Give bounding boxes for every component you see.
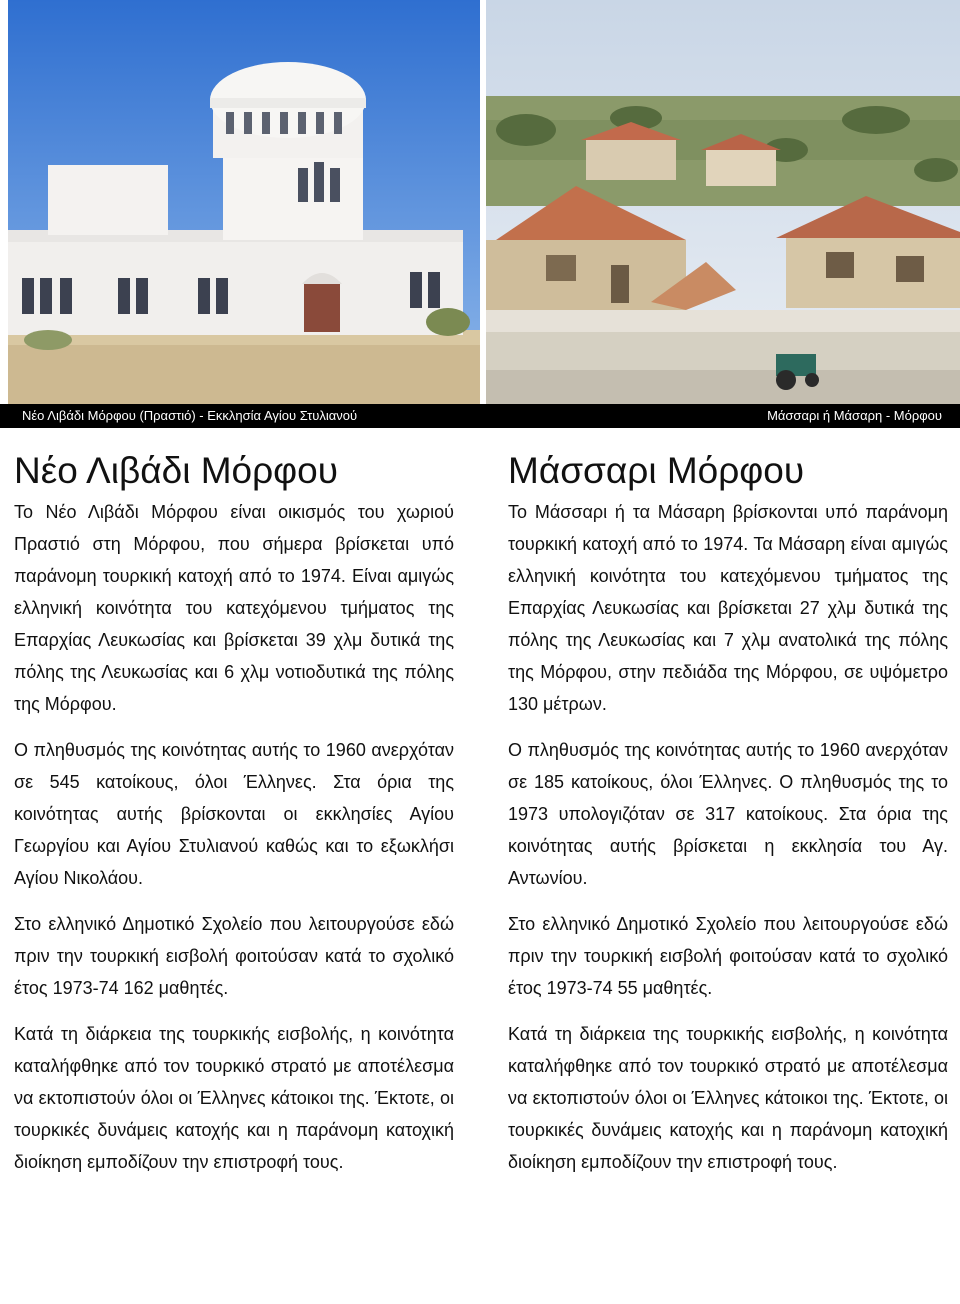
left-photo-caption: Νέο Λιβάδι Μόρφου (Πραστιό) - Εκκλησία Αγίου Στυλιανού: [22, 408, 358, 423]
left-paragraph-4: Κατά τη διάρκεια της τουρκικής εισβολής, η κοινότητα καταλήφθηκε από τον τουρκικό στρατό με αποτέλεσμα να εκτοπιστούν όλοι οι Έλληνες κάτοικοι της. Έκτοτε, οι τουρκικές δυνάμεις κατοχής και η παράνομη κατοχική διοίκηση εμποδίζουν την επιστροφή τους.: [14, 1024, 454, 1172]
village-illustration: [486, 0, 960, 404]
village-photo: [486, 0, 960, 404]
right-photo-caption: Μάσσαρι ή Μάσαρη - Μόρφου: [767, 408, 942, 423]
left-paragraph-1: Το Νέο Λιβάδι Μόρφου είναι οικισμός του χωριού Πραστιό στη Μόρφου, που σήμερα βρίσκεται υπό παράνομη τουρκική κατοχή από το 1974. Είναι αμιγώς ελληνική κοινότητα του κατεχόμενου τμήματος της Επαρχίας Λευκωσίας και βρίσκεται 39 χλμ δυτικά της πόλης της Λευκωσίας και 6 χλμ νοτιοδυτικά της πόλης της Μόρφου.: [14, 502, 454, 714]
church-illustration: [8, 0, 480, 404]
caption-bar: [0, 404, 960, 428]
left-article-title: Νέο Λιβάδι Μόρφου: [14, 450, 338, 491]
left-article: [14, 446, 454, 1178]
church-photo: [8, 0, 480, 404]
right-paragraph-1: Το Μάσσαρι ή τα Μάσαρη βρίσκονται υπό παράνομη τουρκική κατοχή από το 1974. Τα Μάσαρη είναι αμιγώς ελληνική κοινότητα του κατεχόμενου τμήματος της Επαρχίας Λευκωσίας και βρίσκεται 27 χλμ δυτικά της πόλης της Λευκωσίας και 7 χλμ ανατολικά της πόλης της Μόρφου, στην πεδιάδα της Μόρφου, σε υψόμετρο 130 μέτρων.: [508, 502, 948, 714]
right-paragraph-2: Ο πληθυσμός της κοινότητας αυτής το 1960 ανερχόταν σε 185 κατοίκους, όλοι Έλληνες. Ο πληθυσμός της το 1973 υπολογιζόταν σε 317 κατοίκους. Στα όρια της κοινότητας αυτής βρίσκεται η εκκλησία του Αγ. Αντωνίου.: [508, 740, 948, 888]
right-article: [508, 446, 948, 1178]
right-article-title: Μάσσαρι Μόρφου: [508, 450, 805, 491]
left-paragraph-2: Ο πληθυσμός της κοινότητας αυτής το 1960 ανερχόταν σε 545 κατοίκους, όλοι Έλληνες. Στα όρια της κοινότητας αυτής βρίσκονται οι εκκλησίες Αγίου Γεωργίου και Αγίου Στυλιανού καθώς και το εξωκλήσι Αγίου Νικολάου.: [14, 740, 454, 888]
right-paragraph-3: Στο ελληνικό Δημοτικό Σχολείο που λειτουργούσε εδώ πριν την τουρκική εισβολή φοιτούσαν κατά το σχολικό έτος 1973-74 55 μαθητές.: [508, 914, 948, 998]
left-paragraph-3: Στο ελληνικό Δημοτικό Σχολείο που λειτουργούσε εδώ πριν την τουρκική εισβολή φοιτούσαν κατά το σχολικό έτος 1973-74 162 μαθητές.: [14, 914, 454, 998]
photo-strip: [0, 0, 960, 406]
right-paragraph-4: Κατά τη διάρκεια της τουρκικής εισβολής, η κοινότητα καταλήφθηκε από τον τουρκικό στρατό με αποτέλεσμα να εκτοπιστούν όλοι οι Έλληνες κάτοικοι της. Έκτοτε, οι τουρκικές δυνάμεις κατοχής και η παράνομη κατοχική διοίκηση εμποδίζουν την επιστροφή τους.: [508, 1024, 948, 1172]
